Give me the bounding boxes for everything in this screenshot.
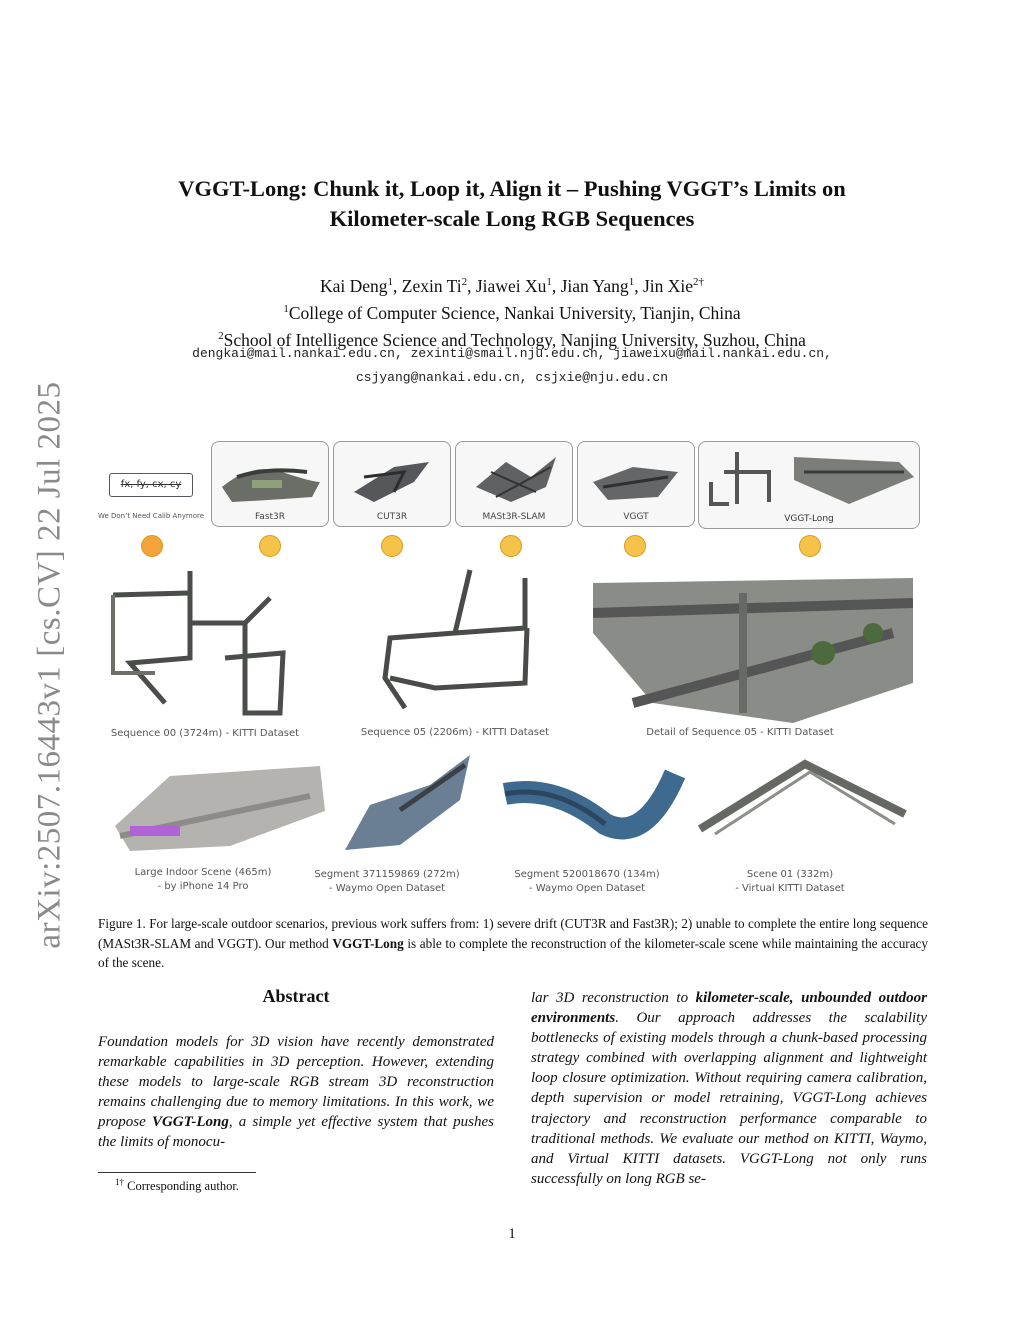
vggt-long-reconstruction-image [699,442,919,512]
footnote-mark: 1† [115,1177,124,1187]
affiliation-text: College of Computer Science, Nankai University, Tianjin, China [288,302,741,323]
row2-caption: Detail of Sequence 05 - KITTI Dataset [646,727,834,738]
row3-caption [710,868,870,896]
title-line-1: VGGT-Long: Chunk it, Loop it, Align it – Pushing VGGT’s Limits on [178,176,846,201]
sequence-00-trajectory-image [105,563,295,723]
waymo-segment-371159869-image [340,750,480,855]
indoor-scene-image [110,756,330,856]
caption-line: Segment 371159869 (272m) [314,869,460,880]
caption-line: - Waymo Open Dataset [528,883,646,894]
author-emails-1: dengkai@mail.nankai.edu.cn, zexinti@smail.nju.edu.cn, jiaweixu@mail.nankai.edu.cn, [192,346,832,361]
author-emails-2: csjyang@nankai.edu.cn, csjxie@nju.edu.cn [355,370,669,385]
virtual-kitti-scene-01-image [695,754,915,854]
caption-line: - by iPhone 14 Pro [157,881,249,892]
method-label: MASt3R-SLAM [482,512,546,522]
party-face-emoji-icon [799,535,821,557]
fast3r-reconstruction-image [212,442,328,512]
abstract-emphasis: kilometer-scale, unbounded outdoor environments [531,990,928,1027]
caption-line: Scene 01 (332m) [746,869,834,880]
row2-caption: Sequence 00 (3724m) - KITTI Dataset [110,728,300,739]
panel-mast3r-slam [455,441,573,527]
affiliation-sup: 2 [218,329,224,342]
method-label: VGGT [623,512,649,522]
author-separator: , [467,275,476,296]
vggt-reconstruction-image [578,442,694,512]
panel-cut3r [333,441,451,527]
abstract-right-column [531,988,927,1189]
author-sup: 2 [461,276,468,288]
sequence-05-trajectory-image [375,568,545,718]
author: Jian Yang [560,275,629,296]
author: Jin Xie [642,275,694,296]
footnote-rule [98,1172,256,1173]
row3-caption [307,868,467,896]
caption-method-name: VGGT-Long [332,935,404,951]
mast3r-slam-reconstruction-image [456,442,572,512]
method-label: VGGT-Long [784,514,834,524]
row2-caption: Sequence 05 (2206m) - KITTI Dataset [360,727,550,738]
figure-1 [95,438,935,908]
author-block [100,271,924,351]
surfer-emoji-icon [141,535,163,557]
row3-caption [123,866,283,894]
title-line-2: Kilometer-scale Long RGB Sequences [329,206,695,231]
calib-box: fx, fy, cx, cy [109,473,193,497]
caption-line: Segment 520018670 (134m) [514,869,660,880]
arxiv-sidebar [30,375,70,955]
affiliation-sup: 1 [283,302,289,315]
dizzy-face-emoji-icon [259,535,281,557]
affiliation-text: School of Intelligence Science and Technology, Nanjing University, Suzhou, China [223,329,806,350]
crying-face-emoji-icon [500,535,522,557]
cut3r-reconstruction-image [334,442,450,512]
author-separator: , [393,275,402,296]
abstract-method-name: VGGT-Long [151,1114,229,1131]
caption-text: is able to complete the reconstruction of the kilometer-scale scene while maintaining the accuracy of the scene. [98,935,929,970]
caption-line: - Virtual KITTI Dataset [735,883,845,894]
pleading-face-emoji-icon [381,535,403,557]
abstract-text: . Our approach addresses the scalability bottlenecks of existing models through a chunk-based processing strategy combined with overlapping alignment and lightweight loop closure optimization. Without requiring camera calibration, depth supervision or model retraining, VGGT-Long achieves trajectory and reconstruction performance comparable to traditional methods. We evaluate our method on KITTI, Waymo, and Virtual KITTI datasets. VGGT-Long not only runs successfully on long RGB se- [531,1010,927,1187]
caption-line: - Waymo Open Dataset [328,883,446,894]
method-label: Fast3R [254,512,286,522]
author: Zexin Ti [401,275,462,296]
author-sup: 1 [387,276,394,288]
footnote [115,1177,239,1194]
arxiv-id: arXiv:2507.16443v1 [cs.CV] 22 Jul 2025 [31,381,68,949]
method-label: CUT3R [376,512,408,522]
author-separator: , [634,275,643,296]
author-separator: , [551,275,561,296]
page-number: 1 [508,1226,516,1242]
abstract-text: lar 3D reconstruction to [531,990,696,1006]
panel-vggt [577,441,695,527]
calib-caption: We Don’t Need Calib Anymore [97,512,205,520]
author-sup: 2† [693,276,705,288]
panel-fast3r [211,441,329,527]
paper-title [100,174,924,234]
author: Jiawei Xu [475,275,547,296]
caption-line: Large Indoor Scene (465m) [134,867,272,878]
hushed-face-emoji-icon [624,535,646,557]
author-names [100,271,924,298]
author: Kai Deng [319,275,388,296]
panel-vggt-long [698,441,920,529]
author-sup: 1 [546,276,552,288]
sequence-05-detail-image [593,573,913,723]
affiliation-1 [100,298,924,325]
author-sup: 1 [628,276,635,288]
abstract-text: , a simple yet effective system that pushes the limits of monocu- [98,1114,494,1151]
abstract-text: Foundation models for 3D vision have recently demonstrated remarkable capabilities in 3D perception. However, extending these models to large-scale RGB stream 3D reconstruction remains challenging due to memory limitations. In this work, we propose [98,1034,494,1131]
figure-1-caption [98,914,928,973]
abstract-left-column [98,1032,494,1153]
row3-caption [507,868,667,896]
caption-text: Figure 1. For large-scale outdoor scenarios, previous work suffers from: 1) severe drift (CUT3R and Fast3R); 2) unable to complete the entire long sequence (MASt3R-SLAM and VGGT). Our method [98,916,928,951]
waymo-segment-520018670-image [495,754,685,854]
footnote-text: Corresponding author. [124,1179,239,1194]
abstract-heading: Abstract [262,986,330,1006]
